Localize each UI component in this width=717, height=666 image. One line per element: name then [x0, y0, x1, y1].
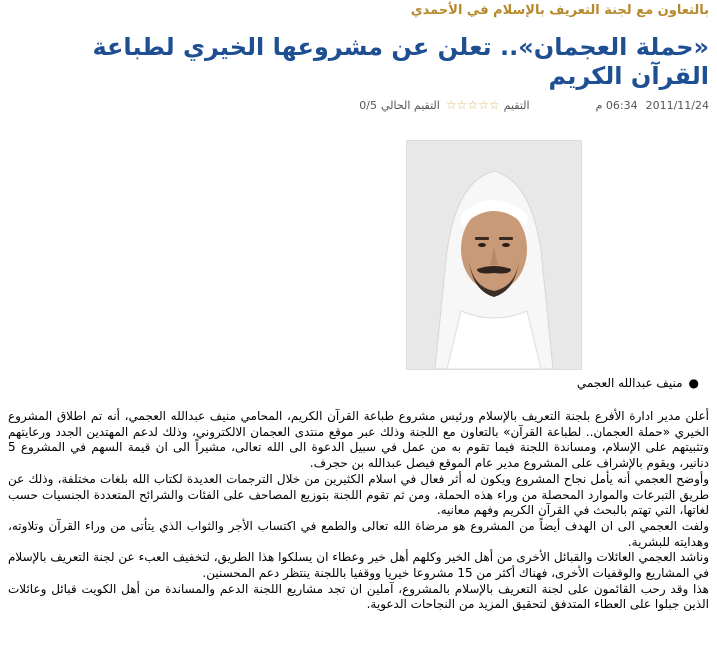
current-rating-label: التقيم الحالي: [381, 98, 440, 112]
photo-caption-text: منيف عبدالله العجمي: [576, 376, 683, 390]
article-meta: [8, 96, 709, 114]
article-photo: [406, 140, 582, 370]
article-paragraph: ولفت العجمي الى ان الهدف أيضاً من المشروع هو مرضاة الله تعالى والطمع في اكتساب الأجر والثواب الذي يتأتى من وراء القرآن وتلاوته، وهدايته للبشرية.: [8, 518, 709, 549]
star-icon[interactable]: ☆: [456, 98, 468, 112]
star-icon[interactable]: ☆: [445, 98, 457, 112]
article-kicker: بالتعاون مع لجنة التعريف بالإسلام في الأحمدي: [410, 3, 709, 18]
star-icon[interactable]: ☆: [488, 98, 500, 112]
photo-caption: [577, 376, 699, 390]
article-paragraph: وأوضح العجمي أنه يأمل نجاح المشروع ويكون له أثر فعال في اسلام الكثيرين من خلال الترجمات العديدة لكتاب الله بلغات مختلفة، وذلك عن طريق التبرعات والموارد المحصلة من وراء هذه الحملة، ومن ثم تقوم اللجنة بتوزيع المصاحف على الفئات والشرائح المتعددة الجنسيات حسب لغاتها، التي تهتم بالبحث في القرآن الكريم وفهم معانيه.: [8, 471, 709, 518]
article-headline: «حملة العجمان».. تعلن عن مشروعها الخيري لطباعة القرآن الكريم: [92, 33, 709, 90]
article-paragraph: هذا وقد رحب القائمون على لجنة التعريف بالإسلام بالمشروع، آملين ان تجد مشاريع اللجنة الدعم والمساندة من أهل الكويت قبائل وعائلات الذين جبلوا على العطاء المتدفق لتحقيق المزيد من النجاحات الدعوية.: [8, 581, 709, 612]
star-icon[interactable]: ☆: [478, 98, 489, 112]
rating-stars[interactable]: [446, 99, 500, 111]
star-icon[interactable]: ☆: [467, 98, 479, 112]
current-rating-value: 0/5: [359, 98, 377, 112]
rating-label: التقيم: [503, 98, 530, 112]
person-portrait-icon: [407, 141, 581, 369]
publish-time: 06:34 م: [595, 98, 638, 112]
article-paragraph: وناشد العجمي العائلات والقبائل الأخرى من أهل الخير وكلهم أهل خير وعطاء ان يسلكوا هذا الطريق، لتخفيف العبء عن لجنة التعريف بالإسلام في المشاريع والوقفيات الأخرى، فهناك أكثر من 15 مشروعا خيريا ووقفيا باللجنة ينتظر دعم المحسنين.: [8, 550, 709, 581]
publish-date: 2011/11/24: [645, 98, 709, 112]
article-body: [8, 409, 709, 613]
article-paragraph: أعلن مدير ادارة الأفرع بلجنة التعريف بالإسلام ورئيس مشروع طباعة القرآن الكريم، المحامي منيف عبدالله العجمي، أنه تم اطلاق المشروع الخيري «حملة العجمان.. لطباعة القرآن» بالتعاون مع اللجنة وذلك عبر موقع منتدى العجمان الالكتروني، وذلك لدعم المهتدين الجدد ورعايتهم وتثبيتهم على الإسلام، ومساندة اللجنة فيما تقوم به من عمل في سبيل الدعوة الى الله تعالى، مشيراً الى ان قيمة السهم في المشروع 5 دنانير، ويقوم بالإشراف على المشروع مدير عام الموقع فيصل عبدالله بن حجرف.: [8, 409, 709, 471]
bullet-icon: ●: [688, 376, 699, 390]
